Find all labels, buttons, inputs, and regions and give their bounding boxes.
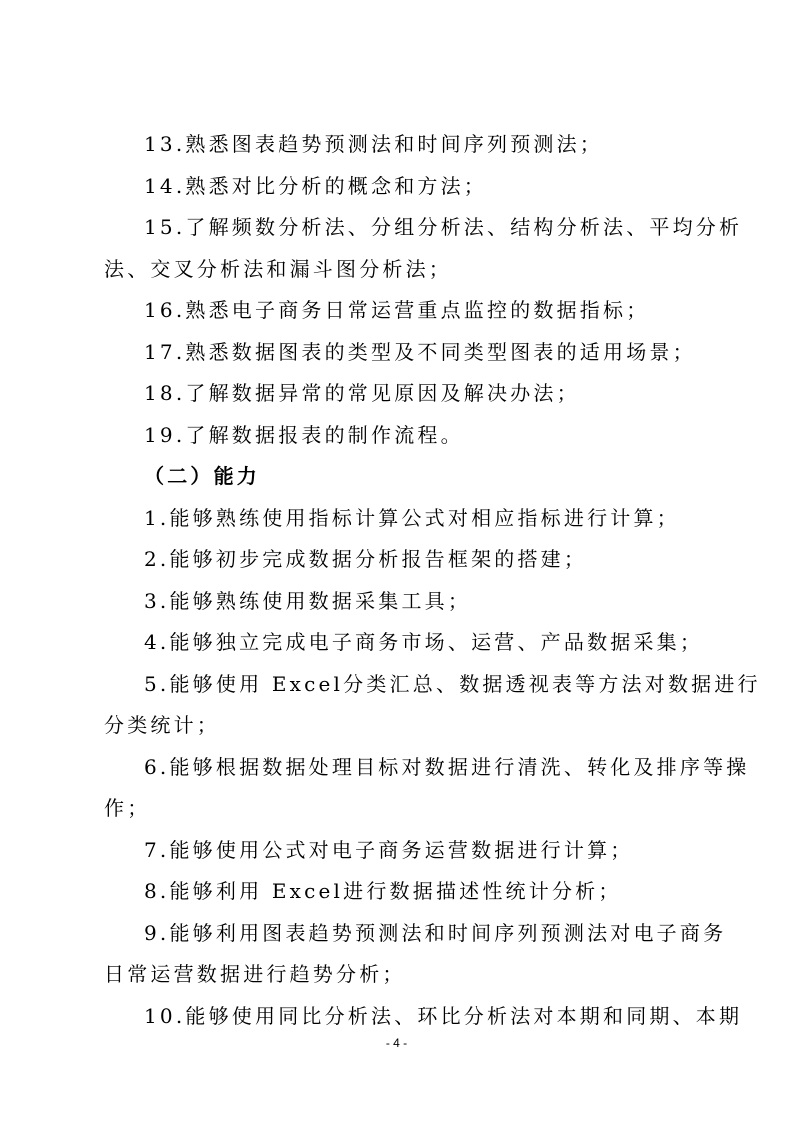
list-item: 14.熟悉对比分析的概念和方法； (144, 173, 488, 198)
list-item: 10.能够使用同比分析法、环比分析法对本期和同期、本期 (144, 1003, 743, 1028)
list-item: 19.了解数据报表的制作流程。 (144, 422, 464, 447)
list-item-continuation: 作； (104, 796, 151, 820)
list-item: 9.能够利用图表趋势预测法和时间序列预测法对电子商务 (144, 920, 727, 945)
list-item: 2.能够初步完成数据分析报告框架的搭建； (144, 547, 588, 571)
document-body (104, 124, 761, 1037)
section-heading: （二）能力 (144, 464, 260, 488)
list-item-continuation: 分类统计； (104, 713, 220, 737)
list-item: 17.熟悉数据图表的类型及不同类型图表的适用场景； (144, 339, 696, 364)
list-item: 4.能够独立完成电子商务市场、运营、产品数据采集； (144, 630, 704, 654)
page-number: - 4 - (385, 1036, 408, 1050)
list-item: 13.熟悉图表趋势预测法和时间序列预测法； (144, 132, 604, 156)
list-item: 6.能够根据数据处理目标对数据进行清洗、转化及排序等操 (144, 754, 750, 779)
list-item-continuation: 日常运营数据进行趋势分析； (104, 962, 406, 986)
list-item: 5.能够使用 Excel分类汇总、数据透视表等方法对数据进行 (144, 671, 761, 696)
list-item: 16.熟悉电子商务日常运营重点监控的数据指标； (144, 298, 650, 322)
list-item: 7.能够使用公式对电子商务运营数据进行计算； (144, 837, 634, 862)
list-item-continuation: 法、交叉分析法和漏斗图分析法； (104, 256, 452, 281)
list-item: 1.能够熟练使用指标计算公式对相应指标进行计算； (144, 505, 680, 530)
list-item: 3.能够熟练使用数据采集工具； (144, 588, 472, 613)
list-item: 15.了解频数分析法、分组分析法、结构分析法、平均分析 (144, 215, 743, 239)
list-item: 8.能够利用 Excel进行数据描述性统计分析； (144, 879, 622, 903)
list-item: 18.了解数据异常的常见原因及解决办法； (144, 381, 580, 405)
